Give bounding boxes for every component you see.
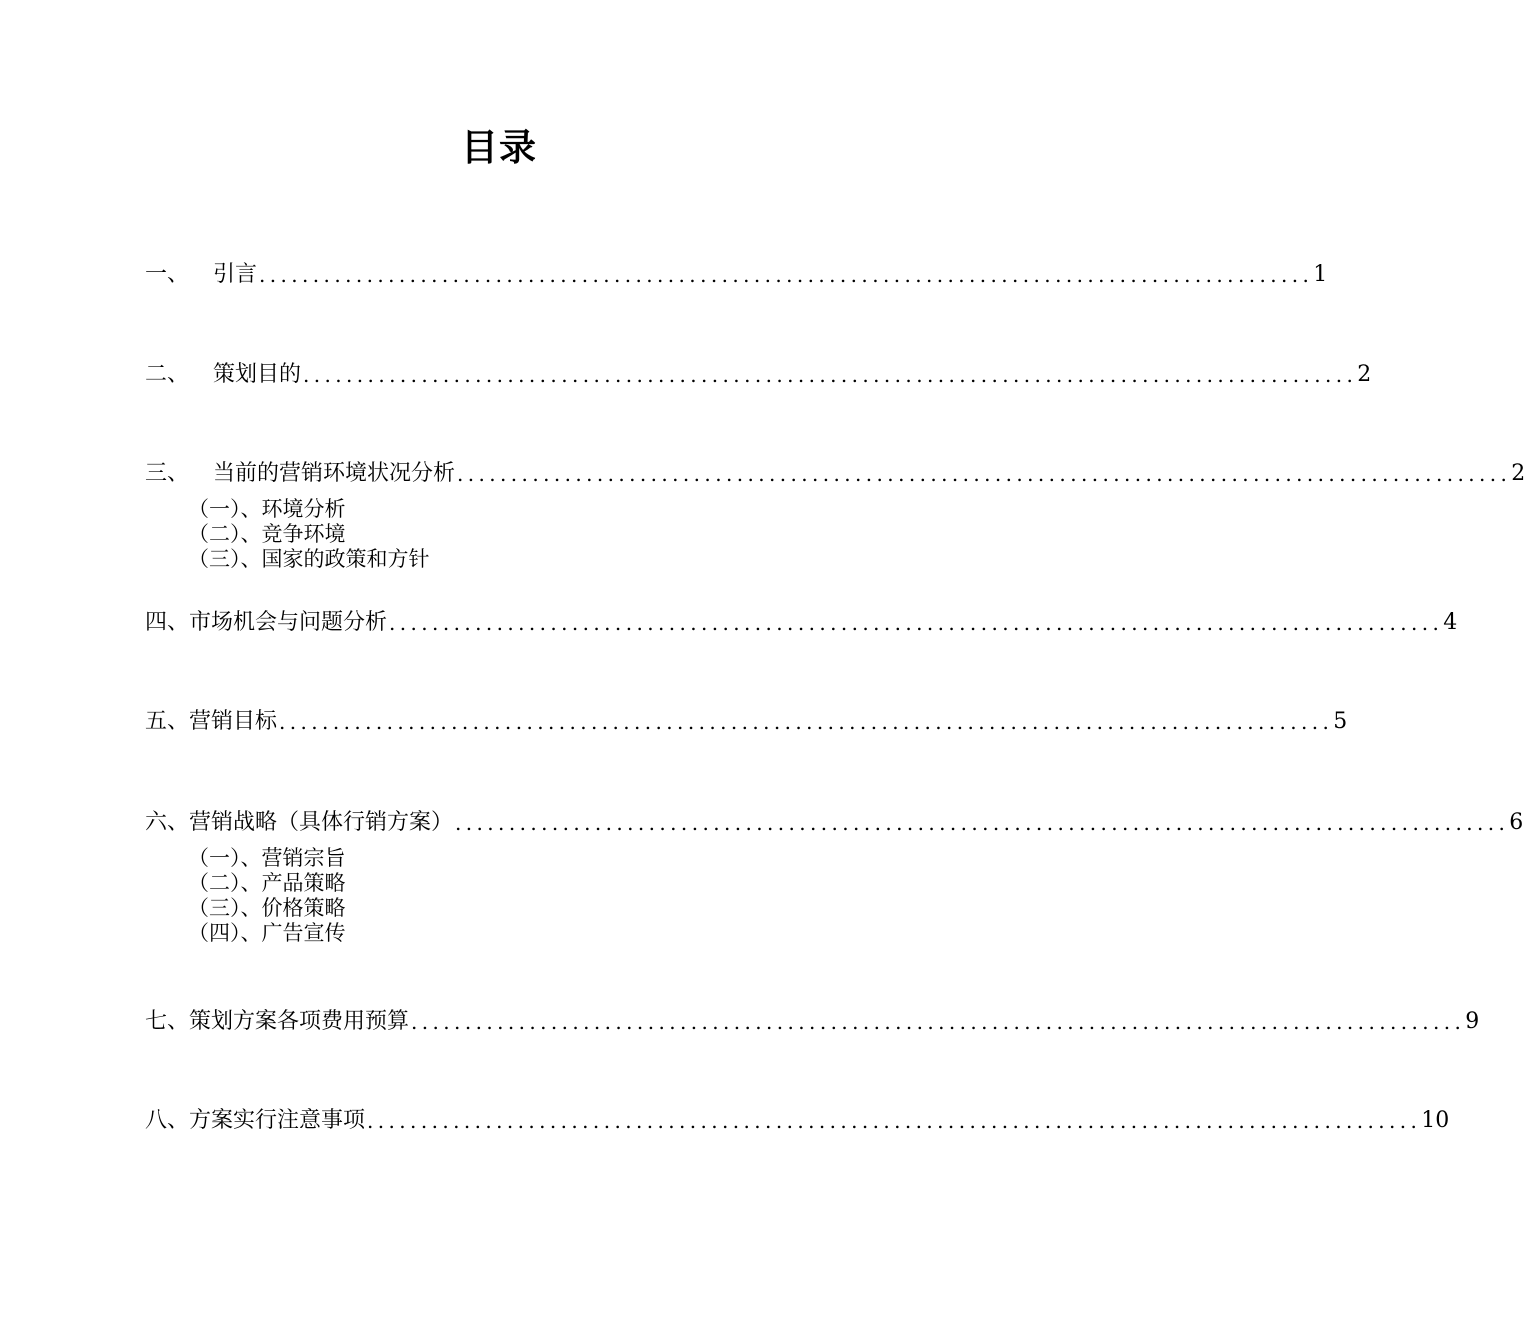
toc-entry-label: 营销目标	[189, 709, 278, 734]
toc-entry-2[interactable]	[145, 360, 1372, 390]
toc-entry-3[interactable]	[145, 459, 1526, 489]
toc-entry-number: 二、	[145, 362, 190, 387]
toc-entry-8[interactable]	[145, 1106, 1450, 1136]
toc-entry-label: 方案实行注意事项	[189, 1108, 366, 1133]
toc-dot-leader: ..................................................................................................	[279, 710, 1334, 734]
toc-entry-label: 营销战略（具体行销方案）	[189, 810, 454, 835]
toc-subentry[interactable]: （一）、环境分析	[188, 497, 346, 521]
toc-entry-5[interactable]	[145, 707, 1348, 737]
toc-subentry[interactable]: （三）、价格策略	[188, 896, 346, 920]
toc-page-number: 2	[1357, 362, 1372, 387]
toc-dot-leader: ..................................................................................................	[259, 263, 1314, 287]
page-title: 目录	[461, 126, 537, 169]
toc-entry-label: 市场机会与问题分析	[189, 610, 388, 635]
toc-entry-label: 策划方案各项费用预算	[189, 1009, 410, 1034]
toc-page-number: 5	[1333, 709, 1348, 734]
toc-entry-number: 一、	[145, 262, 190, 287]
toc-dot-leader: ..................................................................................................	[389, 611, 1444, 635]
toc-page-number: 1	[1313, 262, 1328, 287]
toc-entry-4[interactable]	[145, 608, 1458, 638]
toc-dot-leader: ..................................................................................................	[411, 1010, 1466, 1034]
toc-entry-label: 引言	[213, 262, 258, 287]
toc-page-number: 10	[1421, 1108, 1450, 1133]
toc-subentry[interactable]: （二）、竞争环境	[188, 522, 346, 546]
toc-entry-1[interactable]	[145, 260, 1328, 290]
toc-subentry[interactable]: （一）、营销宗旨	[188, 846, 346, 870]
toc-subentry[interactable]: （四）、广告宣传	[188, 921, 346, 945]
toc-entry-number: 六、	[145, 810, 190, 835]
toc-dot-leader: ..................................................................................................	[367, 1109, 1422, 1133]
toc-entry-number: 八、	[145, 1108, 190, 1133]
toc-entry-number: 四、	[145, 610, 190, 635]
toc-dot-leader: ..................................................................................................	[457, 462, 1512, 486]
toc-entry-number: 五、	[145, 709, 190, 734]
toc-page-number: 2	[1511, 461, 1526, 486]
toc-entry-number: 七、	[145, 1009, 190, 1034]
toc-entry-7[interactable]	[145, 1007, 1480, 1037]
toc-subentry[interactable]: （二）、产品策略	[188, 871, 346, 895]
toc-dot-leader: ..................................................................................................	[303, 363, 1358, 387]
toc-entry-label: 策划目的	[213, 362, 302, 387]
toc-dot-leader: ..................................................................................................	[455, 811, 1510, 835]
toc-entry-label: 当前的营销环境状况分析	[213, 461, 456, 486]
toc-page-number: 6	[1509, 810, 1524, 835]
toc-entry-number: 三、	[145, 461, 190, 486]
toc-page-number: 4	[1443, 610, 1458, 635]
toc-page-number: 9	[1465, 1009, 1480, 1034]
toc-entry-6[interactable]	[145, 808, 1524, 838]
toc-subentry[interactable]: （三）、国家的政策和方针	[188, 547, 430, 571]
